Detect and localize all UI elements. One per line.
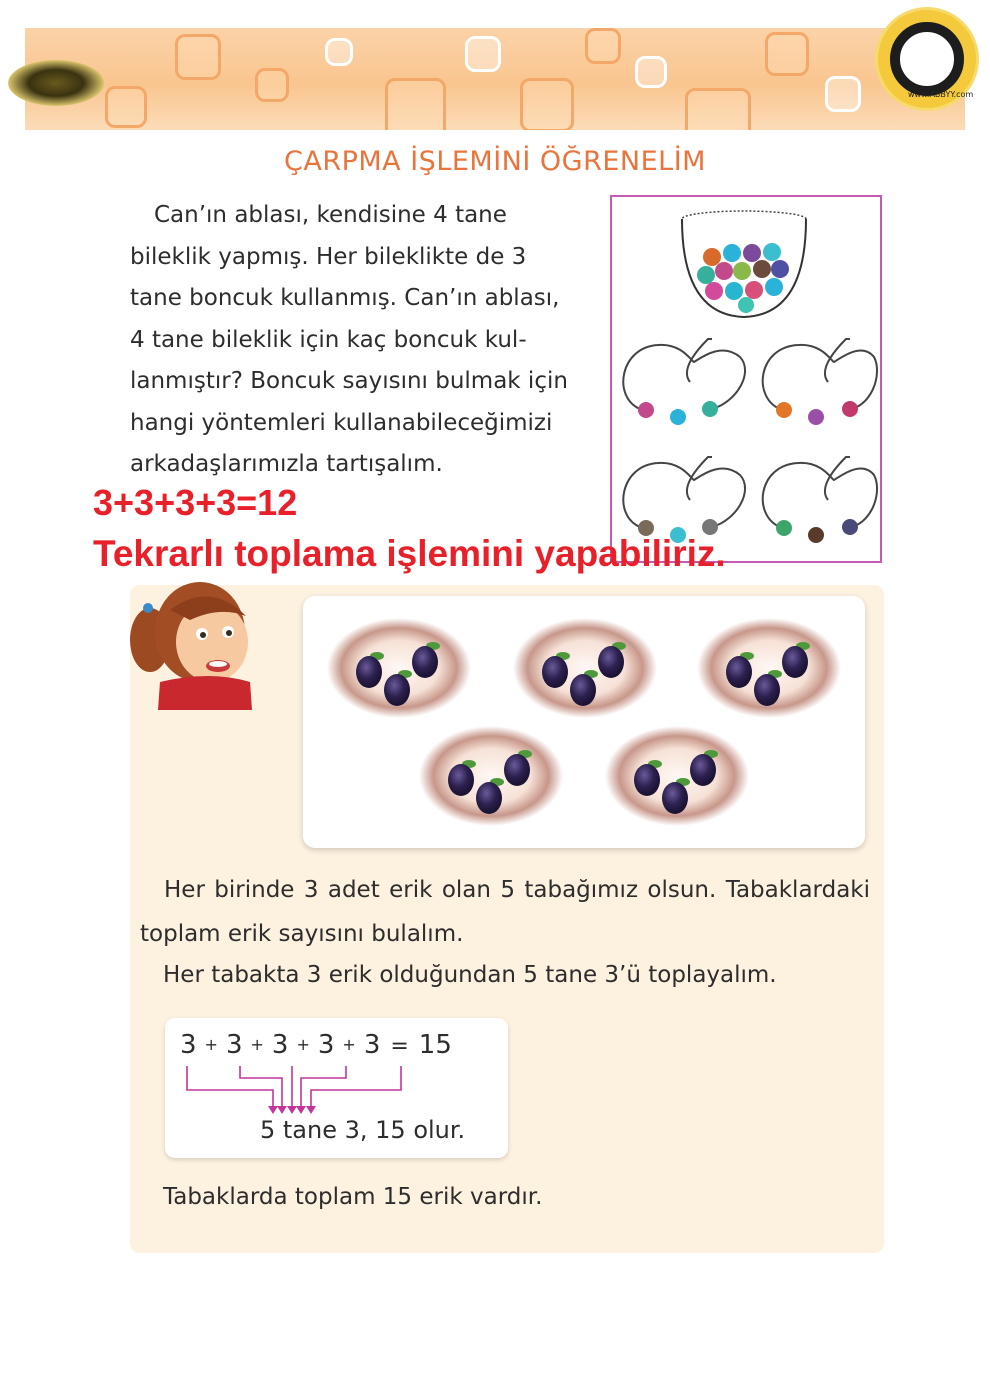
plum xyxy=(634,764,660,796)
decor-square xyxy=(385,78,446,130)
abbyy-right-logo xyxy=(878,10,976,108)
decor-square xyxy=(520,78,574,130)
intro-line: 4 tane bileklik için kaç boncuk kul- xyxy=(130,326,527,353)
plum-plates-illustration xyxy=(303,596,865,848)
term: 3 xyxy=(225,1030,243,1060)
logo-ring xyxy=(890,22,964,96)
plum-plates-image xyxy=(303,596,865,848)
term: 3 xyxy=(317,1030,335,1060)
plum xyxy=(598,646,624,678)
handwritten-answer-sentence: Tekrarlı toplama işlemini yapabiliriz. xyxy=(93,533,726,574)
plus-sign: + xyxy=(296,1035,310,1054)
plum xyxy=(726,656,752,688)
plus-sign: + xyxy=(342,1035,356,1054)
beads-bracelets-illustration xyxy=(612,197,880,561)
intro-paragraph xyxy=(130,195,588,486)
decor-square xyxy=(765,32,809,76)
decor-square xyxy=(105,86,147,128)
logo-text: www.ABBYY.com xyxy=(908,90,974,99)
plum xyxy=(570,674,596,706)
plums-conclusion-paragraph: Tabaklarda toplam 15 erik vardır. xyxy=(163,1184,543,1210)
bead-illustration-frame xyxy=(610,195,882,563)
plum xyxy=(782,646,808,678)
plum xyxy=(476,782,502,814)
term: 3 xyxy=(271,1030,289,1060)
decor-square xyxy=(825,76,861,112)
intro-line: Can’ın ablası, kendisine 4 tane xyxy=(154,202,507,228)
equals-sign: = xyxy=(390,1034,409,1059)
repeated-addition-equation xyxy=(180,1030,452,1060)
plums-problem-paragraph: Her birinde 3 adet erik olan 5 tabağımız olsun. Tabaklardaki toplam erik sayısını bulalım. xyxy=(140,877,870,947)
decor-square xyxy=(325,38,353,66)
girl-illustration xyxy=(120,570,290,710)
decor-square xyxy=(255,68,289,102)
header-banner xyxy=(25,28,965,130)
term: 3 xyxy=(180,1030,197,1060)
decor-square xyxy=(685,88,751,130)
intro-line: hangi yöntemleri kullanabileceğimizi xyxy=(130,409,553,436)
plum xyxy=(448,764,474,796)
decor-square xyxy=(465,36,501,72)
plum xyxy=(662,782,688,814)
intro-line: bileklik yapmış. Her bileklikte de 3 xyxy=(130,243,527,270)
abbyy-left-logo xyxy=(8,60,104,106)
plum xyxy=(412,646,438,678)
page-title: ÇARPMA İŞLEMİNİ ÖĞRENELİM xyxy=(284,146,706,177)
term: 3 xyxy=(363,1030,381,1060)
handwritten-answer-equation: 3+3+3+3=12 xyxy=(93,482,298,523)
equation-result: 15 xyxy=(418,1030,452,1060)
plums-addition-paragraph: Her tabakta 3 erik olduğundan 5 tane 3’ü toplayalım. xyxy=(163,962,777,988)
plum xyxy=(504,754,530,786)
equation-explanation: 5 tane 3, 15 olur. xyxy=(260,1116,466,1144)
decor-square xyxy=(175,34,221,80)
plum xyxy=(356,656,382,688)
plum xyxy=(690,754,716,786)
plum xyxy=(542,656,568,688)
plum xyxy=(384,674,410,706)
intro-line: lanmıştır? Boncuk sayısını bulmak için xyxy=(130,368,568,394)
decor-square xyxy=(585,28,621,64)
plus-sign: + xyxy=(250,1035,264,1054)
plus-sign: + xyxy=(204,1035,218,1054)
decor-square xyxy=(635,56,667,88)
plum xyxy=(754,674,780,706)
intro-line: arkadaşlarımızla tartışalım. xyxy=(130,451,443,477)
intro-line: tane boncuk kullanmış. Can’ın ablası, xyxy=(130,285,560,311)
